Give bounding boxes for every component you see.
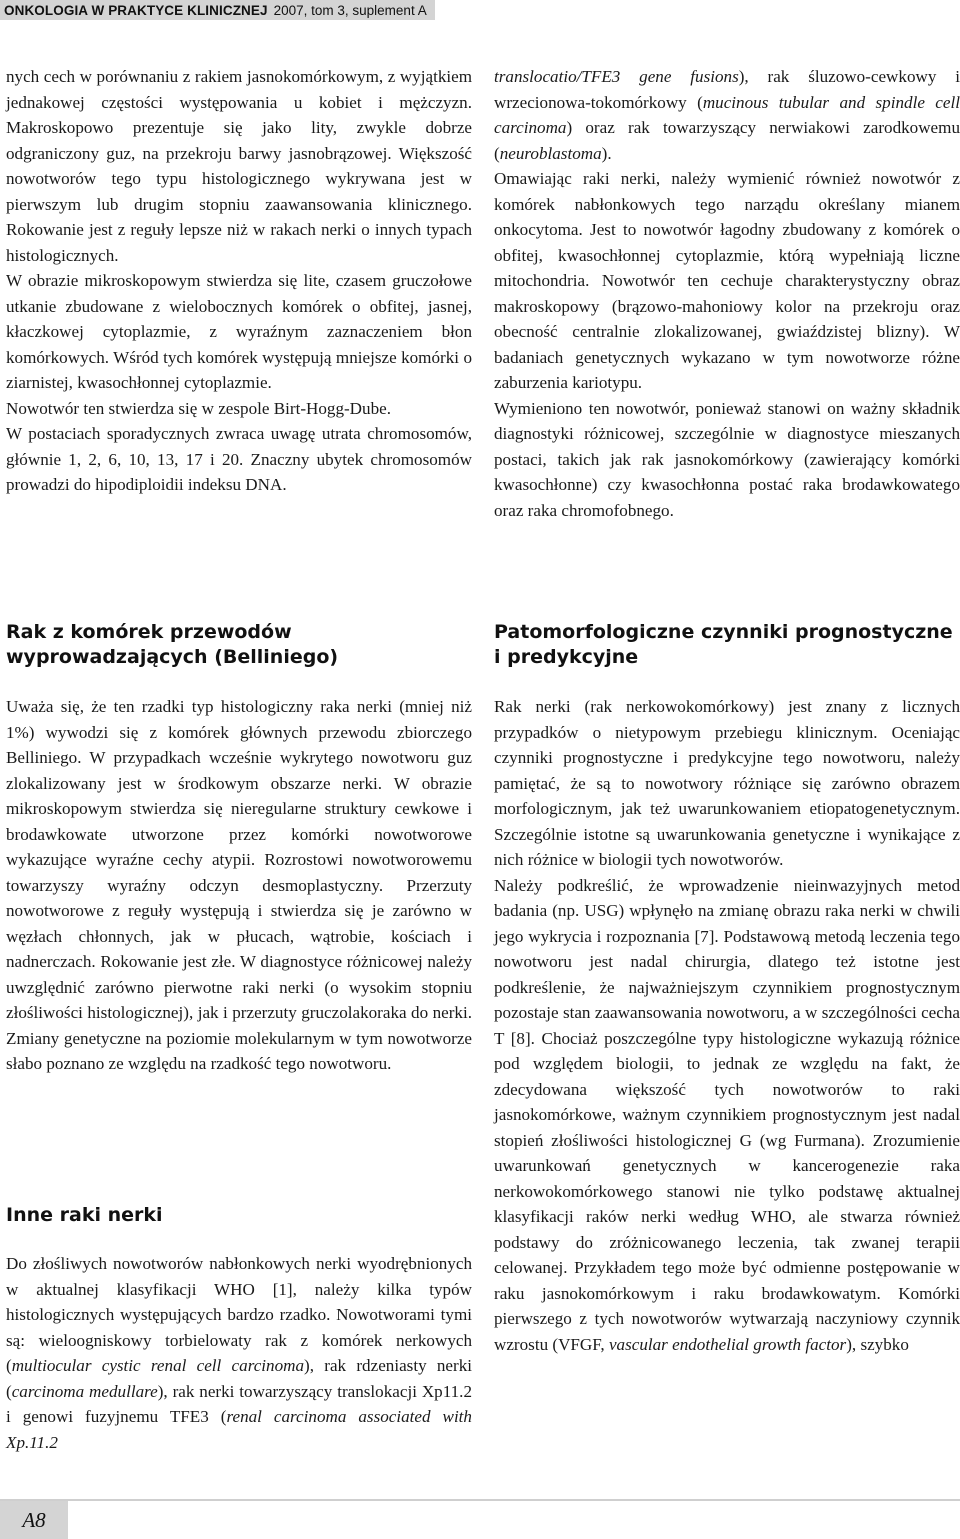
section-other-body [6, 1251, 472, 1455]
section-heading-bellini: Rak z komórek przewodów wyprowadzających (Belliniego) [6, 621, 339, 668]
left-column-top [6, 64, 472, 498]
journal-title: ONKOLOGIA W PRAKTYCE KLINICZNEJ [4, 2, 268, 18]
footer-rule [0, 1499, 960, 1501]
section-pathomorphological-body [494, 694, 960, 1357]
paragraph: translocatio/TFE3 gene fusions), rak śluzowo-cewkowy i wrzecionowa-tokomórkowy (mucinous tubular and spindle cell carcinoma) oraz rak towarzyszący nerwiakowi zarodkowemu (neuroblastoma). [494, 67, 960, 163]
italic-term: multiocular cystic renal cell carcinoma [11, 1356, 305, 1375]
section-heading-pathomorphological: Patomorfologiczne czynniki prognostyczne i predykcyjne [494, 621, 953, 668]
section-heading-other: Inne raki nerki [6, 1204, 163, 1226]
italic-term: vascular endothelial growth factor [608, 1334, 847, 1354]
header-bar [0, 0, 435, 20]
italic-term: mucinous tubular and spindle cell carcinoma [494, 92, 960, 137]
paragraph: W obrazie mikroskopowym stwierdza się lite, czasem gruczołowe utkanie zbudowane z wielobocznych komórek o obfitej, jasnej, kłaczkowej cytoplazmie, z wyraźnym zaznaczeniem błon komórkowych. Wśród tych komórek występują mniejsze komórki o ziarnistej, kwasochłonnej cytoplazmie. [6, 271, 472, 392]
journal-issue: 2007, tom 3, suplement A [273, 2, 427, 18]
paragraph: Uważa się, że ten rzadki typ histologiczny raka nerki (mniej niż 1%) wywodzi się z komórek głównych przewodu zbiorczego Belliniego. W przypadkach wcześnie wykrytego nowotworu guz zlokalizowany jest w środkowym obszarze nerki. W obrazie mikroskopowym stwierdza się nieregularne struktury cewkowe i brodawkowate utworzone przez komórki nowotworowe wykazujące wyraźne cechy atypii. Rozrostowi nowotworowemu towarzyszy wyraźny odczyn desmoplastyczny. Przerzuty nowotworowe z reguły występują i stwierdza się je zarówno w węzłach chłonnych, jak w płucach, wątrobie, kościach i nadnerczach. Rokowanie jest złe. W diagnostyce różnicowej należy uwzględnić zarówno pierwotne raki nerki (o wysokim stopniu złośliwości histologicznej), jak i przerzuty gruczolakoraka do nerki. Zmiany genetyczne na poziomie molekularnym w tym nowotworze słabo poznano ze względu na rzadkość tego nowotworu. [6, 697, 472, 1073]
paragraph: nych cech w porównaniu z rakiem jasnokomórkowym, z wyjątkiem jednakowej częstości występowania u kobiet i mężczyzn. Makroskopowo prezentuje się jako lity, zwykle dobrze odgraniczony guz, na przekroju barwy jasnobrązowej. Większość nowotworów tego typu histologicznego wykrywana jest w pierwszym lub drugim stopniu zaawansowania klinicznego. Rokowanie jest z reguły lepsze niż w rakach nerki o innych typach histologicznych. [6, 67, 472, 265]
paragraph: Do złośliwych nowotworów nabłonkowych nerki wyodrębnionych w aktualnej klasyfikacji WHO [1], należy kilka typów histologicznych występujących bardzo rzadko. Nowotworami tymi są: wieloogniskowy torbielowaty rak z komórek nerkowych (multiocular cystic renal cell carcinoma), rak rdzeniasty nerki (carcinoma medullare), rak nerki towarzyszący translokacji Xp11.2 i genowi fuzyjnemu TFE3 (renal carcinoma associated with Xp.11.2 [6, 1254, 472, 1452]
paragraph: Nowotwór ten stwierdza się w zespole Birt-Hogg-Dube. [6, 398, 391, 418]
paragraph: Omawiając raki nerki, należy wymienić również nowotwór z komórek nabłonkowych tego narządu określany mianem onkocytoma. Jest to nowotwór łagodny zbudowany z komórek o obfitej, kwasochłonnej cytoplazmie, którą wypełniają liczne mitochondria. Nowotwór ten cechuje charakterystyczny obraz makroskopowy (brązowo-mahoniowy kolor na przekroju oraz obecność centralnie zlokalizowanej, gwiaździstej blizny). W badaniach genetycznych wykazano w tym nowotworze różne zaburzenia kariotypu. [494, 169, 960, 392]
paragraph: Wymieniono ten nowotwór, ponieważ stanowi on ważny składnik diagnostyki różnicowej, szczególnie w diagnostyce mieszanych postaci, takich jak rak jasnokomórkowy (zawierający komórki kwasochłonne) czy kwasochłonna postać raka brodawkowatego oraz raka chromofobnego. [494, 398, 960, 520]
page-number: A8 [0, 1501, 68, 1539]
paragraph: Rak nerki (rak nerkowokomórkowy) jest znany z licznych przypadków o nietypowym przebiegu klinicznym. Oceniając czynniki prognostyczne i predykcyjne tego nowotworu, należy pamiętać, że są to nowotwory różniące się zarówno obrazem morfologicznym, jak też uwarunkowaniem etiopatogenetycznym. Szczególnie istotne są uwarunkowania genetyczne i wynikające z nich różnice w biologii tych nowotworów. [494, 697, 960, 869]
italic-term: neuroblastoma [499, 143, 602, 163]
section-bellini-body [6, 694, 472, 1077]
right-column-top [494, 64, 960, 523]
italic-term: carcinoma medullare [11, 1381, 158, 1401]
italic-term: translocatio/TFE3 gene fusions [494, 67, 739, 86]
page-footer [0, 1498, 960, 1539]
paragraph: W postaciach sporadycznych zwraca uwagę utrata chromosomów, głównie 1, 2, 6, 10, 13, 17 i 20. Znaczny ubytek chromosomów prowadzi do hipodiploidii indeksu DNA. [6, 424, 472, 494]
paragraph: Należy podkreślić, że wprowadzenie nieinwazyjnych metod badania (np. USG) wpłynęło na zmianę obrazu raka nerki w chwili jego wykrycia i rozpoznania [7]. Podstawową metodą leczenia tego nowotworu jest nadal chirurgia, dlatego też istotne jest podkreślenie, że najważniejszym czynnikiem prognostycznym pozostaje stan zaawansowania nowotworu, a w szczególności cecha T [8]. Chociaż poszczególne typy histologiczne wykazują różnice pod względem biologii, to jednak ze względu na fakt, że zdecydowana większość tych nowotworów to raki jasnokomórkowe, ważnym czynnikiem prognostycznym jest nadal stopień złośliwości histologicznej G (wg Furmana). Zrozumienie uwarunkowań genetycznych w kancerogenezie raka nerkowokomórkowego stanowi nie tylko podstawę aktualnej klasyfikacji raków nerki według WHO, ale stwarza również podstawy do zróżnicowanego leczenia, tak zwanej terapii celowanej. Przykładem tego może być odmienne postępowanie w raku jasnokomórkowym i raku brodawkowatym. Komórki pierwszego z tych nowotworów wytwarzają naczyniowy czynnik wzrostu (VFGF, vascular endothelial growth factor), szybko [494, 875, 960, 1354]
running-header [0, 0, 960, 20]
italic-term: renal carcinoma associated with Xp.11.2 [6, 1407, 472, 1452]
